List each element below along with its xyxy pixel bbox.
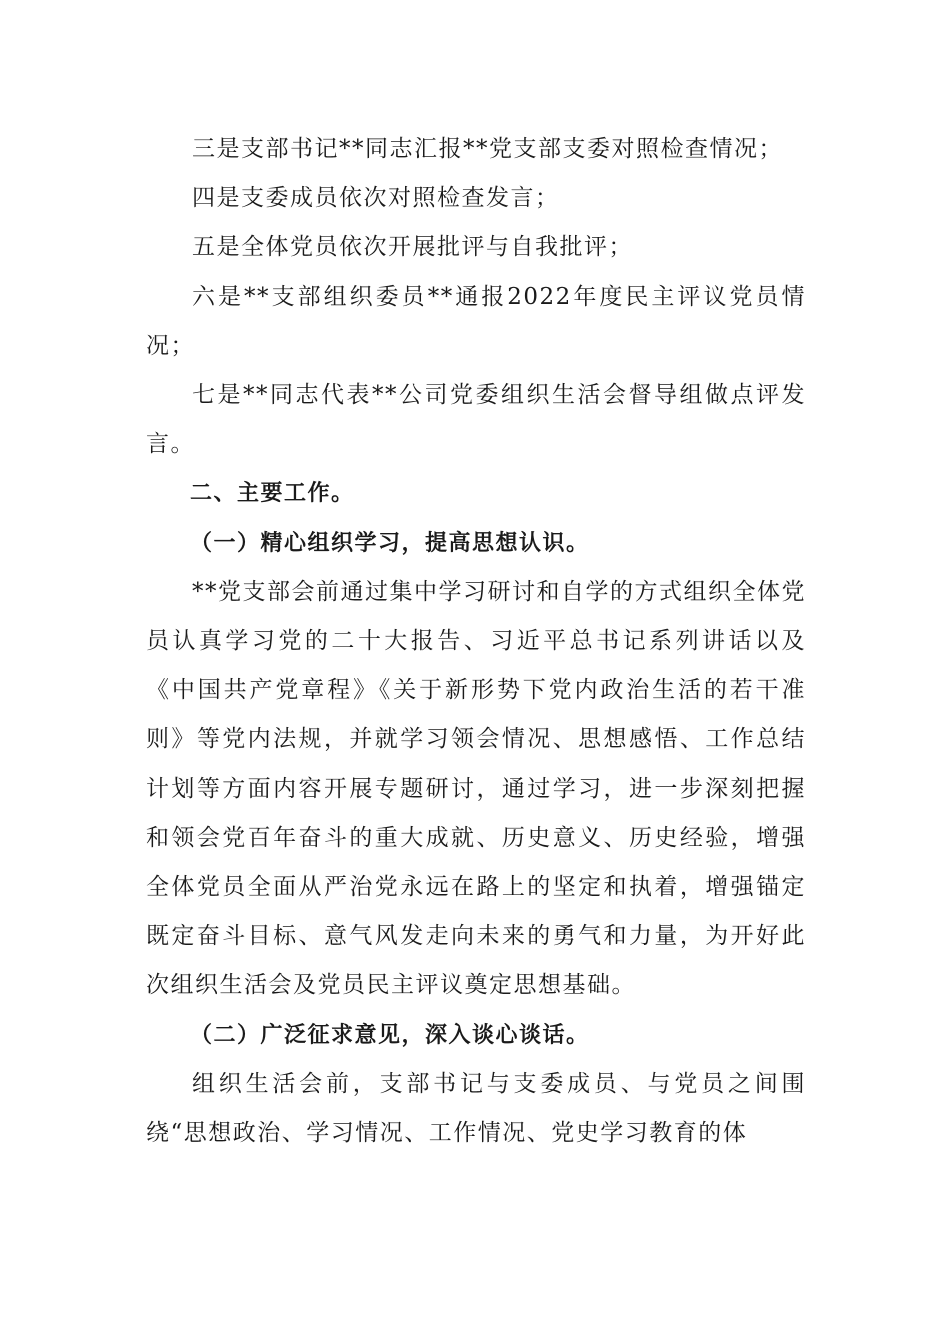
subsection-body-opinions: 组织生活会前，支部书记与支委成员、与党员之间围绕“思想政治、学习情况、工作情况、党史学习教育的体 xyxy=(146,1070,806,1147)
document-page xyxy=(146,125,806,1158)
subsection-heading-study: （一）精心组织学习，提高思想认识。 xyxy=(190,530,590,556)
subsection-heading-opinions: （二）广泛征求意见，深入谈心谈话。 xyxy=(190,1022,590,1048)
item-five: 五是全体党员依次开展批评与自我批评； xyxy=(192,234,633,261)
item-seven: 七是**同志代表**公司党委组织生活会督导组做点评发言。 xyxy=(146,382,806,458)
item-four: 四是支委成员依次对照检查发言； xyxy=(192,185,560,212)
section-heading-main-work: 二、主要工作。 xyxy=(190,481,355,507)
subsection-body-study: **党支部会前通过集中学习研讨和自学的方式组织全体党员认真学习党的二十大报告、习近平总书记系列讲话以及《中国共产党章程》《关于新形势下党内政治生活的若干准则》等党内法规，并就学习领会情况、思想感悟、工作总结计划等方面内容开展专题研讨，通过学习，进一步深刻把握和领会党百年奋斗的重大成就、历史意义、历史经验，增强全体党员全面从严治党永远在路上的坚定和执着，增强锚定既定奋斗目标、意气风发走向未来的勇气和力量，为开好此次组织生活会及党员民主评议奠定思想基础。 xyxy=(146,578,806,999)
item-three: 三是支部书记**同志汇报**党支部支委对照检查情况； xyxy=(192,136,783,162)
item-six: 六是**支部组织委员**通报2022年度民主评议党员情况； xyxy=(146,283,806,359)
